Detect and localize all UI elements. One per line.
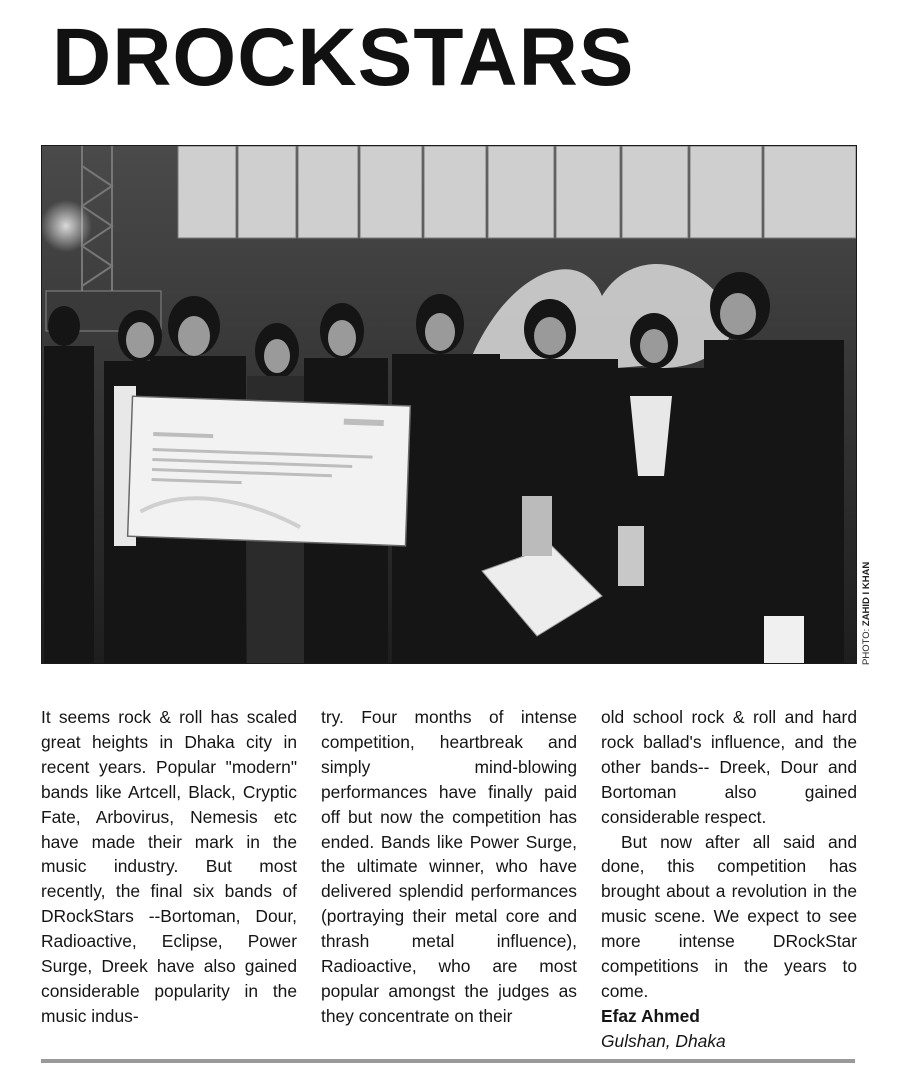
article-column-2 xyxy=(321,705,577,1029)
event-photo xyxy=(41,145,857,664)
author-location: Gulshan, Dhaka xyxy=(601,1030,726,1051)
headline: DROCKSTARS xyxy=(52,12,635,103)
column-1-text: It seems rock & roll has scaled great heights in Dhaka city in recent years. Popular "modern" bands like Artcell, Black, Cryptic Fate, Arbovirus, Nemesis etc have made their mark in the music industry. But most recently, the final six bands of DRockStars --Bortoman, Dour, Radioactive, Eclipse, Power Surge, Dreek have also gained considerable popularity in the music indus- xyxy=(41,707,297,1026)
author-name: Efaz Ahmed xyxy=(601,1005,700,1026)
article-column-3 xyxy=(601,705,857,1054)
photo-credit: PHOTO: ZAHID I KHAN xyxy=(861,561,872,665)
bottom-rule xyxy=(41,1059,855,1063)
column-3-paragraph-1: old school rock & roll and hard rock ballad's influence, and the other bands-- Dreek, Dour and Bortoman also gained considerable respect. xyxy=(601,707,857,827)
column-2-text: try. Four months of intense competition, heartbreak and simply mind-blowing performances have finally paid off but now the competition has ended. Bands like Power Surge, the ultimate winner, who have delivered splendid performances (portraying their metal core and thrash metal influence), Radioactive, who are most popular amongst the judges as they concentrate on their xyxy=(321,707,577,1026)
column-3-paragraph-2: But now after all said and done, this competition has brought about a revolution in the music scene. We expect to see more intense DRockStar competitions in the years to come. xyxy=(601,831,857,1001)
article-column-1 xyxy=(41,705,297,1029)
